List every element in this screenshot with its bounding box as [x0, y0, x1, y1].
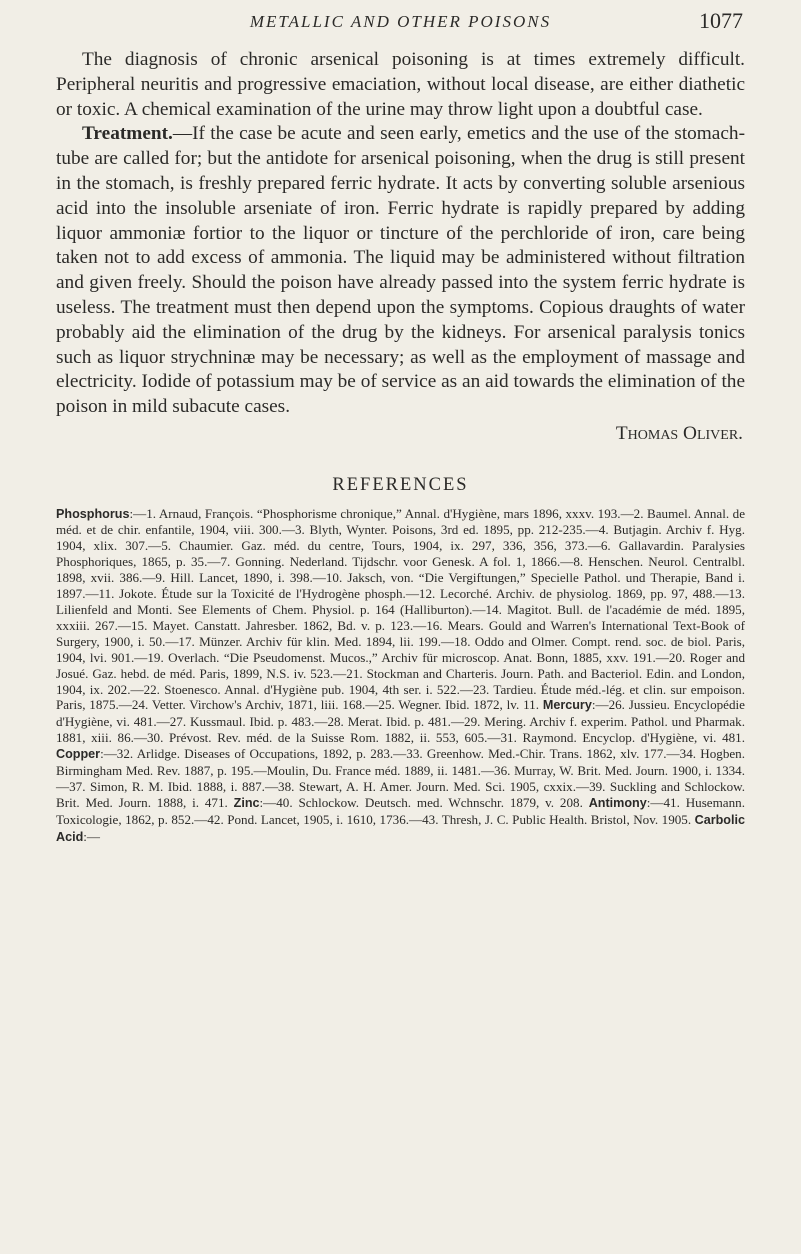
- treatment-heading: Treatment.: [82, 123, 173, 145]
- group-label-phosphorus: Phosphorus: [56, 506, 130, 521]
- group-label-carbolic-acid: Carbolic Acid: [56, 812, 745, 844]
- running-head: METALLIC AND OTHER POISONS: [249, 12, 552, 31]
- group-label-copper: Copper: [56, 747, 101, 762]
- group-label-mercury: Mercury: [542, 698, 592, 713]
- author-signature: Thomas Oliver.: [615, 422, 743, 444]
- group-label-zinc: Zinc: [233, 795, 260, 810]
- references-heading: REFERENCES: [332, 474, 469, 495]
- references-antimony: :—41. Husemann. Toxicologie, 1862, p. 852.—42. Pond. Lancet, 1905, i. 1610, 1736.—43. Thresh, J. C. Public Health. Bristol, Nov. 1905.: [56, 794, 745, 827]
- paragraph-treatment: [56, 122, 745, 420]
- page-number: 1077: [699, 8, 743, 33]
- page-header: [56, 6, 745, 40]
- paragraph-diagnosis: The diagnosis of chronic arsenical poisoning is at times extremely difficult. Peripheral neuritis and progressive emaciation, without local disease, are either diathetic or toxic. A chemical examination of the urine may throw light upon a doubtful case.: [56, 49, 745, 120]
- group-label-antimony: Antimony: [588, 795, 647, 810]
- references-phosphorus: :—1. Arnaud, François. “Phosphorisme chronique,” Annal. d'Hygiène, mars 1896, xxxv. 193.—2. Baumel. Annal. de méd. et de chir. enfantile, 1904, viii. 300.—3. Blyth, Wynter. Poisons, 3rd ed. 1895, pp. 212-235.—4. Butjagin. Archiv f. Hyg. 1904, xlix. 307.—5. Chaumier. Gaz. méd. du centre, Tours, 1904, ix. 297, 336, 356, 373.—6. Gallavardin. Paralysies Phosphoriques, 1865, p. 35.—7. Gonning. Nederland. Tijdschr. voor Genesk. A fol. 1, 1866.—8. Henschen. Neurol. Centralbl. 1898, xvii. 386.—9. Hill. Lancet, 1890, i. 398.—10. Jaksch, von. “Die Vergiftungen,” Specielle Pathol. und Therapie, Band i. 1897.—11. Jokote. Étude sur la Toxicité de l'Hydrogène phosph.—12. Lecorché. Archiv. de physiolog. 1869, pp. 97, 488.—13. Lilienfeld and Monti. See Elements of Chem. Physiol. p. 164 (Halliburton).—14. Magitot. Bull. de l'académie de méd. 1895, xxxiii. 267.—15. Mayet. Canstatt. Jahresber. 1862, Bd. v. p. 123.—16. Mears. Gould and Warren's International Text-Book of Surgery, 1900, i. 50.—17. Münzer. Archiv für klin. Med. 1894, lii. 199.—18. Oddo and Olmer. Compt. rend. soc. de biol. Paris, 1904, lvi. 901.—19. Overlach. “Die Pseudomenst. Mucos.,” Archiv für microscop. Anat. Bonn, 1885, xxv. 191.—20. Roger and Josué. Gaz. hebd. de méd. Paris, 1899, N.S. iv. 523.—21. Stockman and Charteris. Journ. Path. and Bacteriol. Edin. and London, 1904, ix. 202.—22. Stoenesco. Annal. d'Hygiène pub. 1904, 4th ser. i. 522.—23. Tardieu. Étude méd.-lég. et clin. sur empoison. Paris, 1875.—24. Vetter. Virchow's Archiv, 1871, liii. 168.—25. Wegner. Ibid. 1872, lv. 11.: [56, 505, 745, 713]
- references-list: [56, 506, 745, 846]
- references-zinc: :—40. Schlockow. Deutsch. med. Wchnschr. 1879, v. 208.: [259, 794, 583, 810]
- treatment-text: —If the case be acute and seen early, emetics and the use of the stomach-tube are called for; but the antidote for arsenical poisoning, when the drug is still present in the stomach, is freshly prepared ferric hydrate. It acts by converting soluble arsenious acid into the insoluble arseniate of iron. Ferric hydrate is rapidly prepared by adding liquor ammoniæ fortior to the liquor or tincture of the perchloride of iron, care being taken not to add excess of ammonia. The liquid may be administered without filtration and given freely. Should the poison have already passed into the system ferric hydrate is useless. The treatment must then depend upon the symptoms. Copious draughts of water probably aid the elimination of the drug by the kidneys. For arsenical paralysis tonics such as liquor strychninæ may be necessary; as well as the employment of massage and electricity. Iodide of potassium may be of service as an aid towards the elimination of the poison in mild subacute cases.: [56, 123, 745, 418]
- references-copper: :—32. Arlidge. Diseases of Occupations, 1892, p. 283.—33. Greenhow. Med.-Chir. Trans. 1862, xlv. 177.—34. Hogben. Birmingham Med. Rev. 1887, p. 195.—Moulin, Du. France méd. 1889, ii. 1481.—36. Murray, W. Brit. Med. Journ. 1900, i. 1334.—37. Simon, R. M. Ibid. 1888, i. 887.—38. Stewart, A. H. Amer. Journ. Med. Sci. 1905, cxxix.—39. Suckling and Schlockow. Brit. Med. Journ. 1888, i. 471.: [56, 746, 745, 810]
- references-mercury: :—26. Jussieu. Encyclopédie d'Hygiène, vi. 481.—27. Kussmaul. Ibid. p. 483.—28. Merat. Ibid. p. 481.—29. Mering. Archiv f. experim. Pathol. und Pharmak. 1881, xiii. 86.—30. Prévost. Rev. méd. de la Suisse Rom. 1882, ii. 553, 605.—31. Raymond. Encyclop. d'Hygiène, vi. 481.: [56, 697, 745, 746]
- references-carbolic-acid: :—: [83, 828, 101, 844]
- main-text: [56, 48, 745, 846]
